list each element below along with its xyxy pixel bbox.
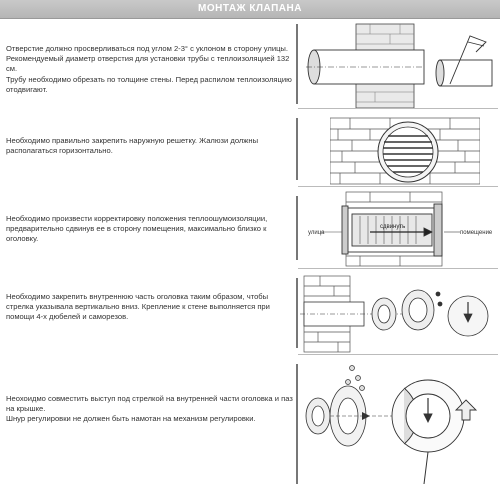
step-1-divider bbox=[296, 24, 298, 104]
section-title: МОНТАЖ КЛАПАНА bbox=[198, 3, 302, 14]
step-2-illustration bbox=[330, 116, 480, 186]
pipe-section-drawing bbox=[342, 204, 442, 256]
grille-drawing bbox=[378, 122, 438, 182]
step-3-text bbox=[6, 214, 296, 245]
step-5-line-2: Шнур регулировки не должен быть намотан на механизм регулировки. bbox=[6, 414, 256, 424]
step-5-line-1: Неохоидмо совместить выступ под стрелкой на внутренней части оголовка и паз на крышке. bbox=[6, 394, 293, 414]
step-4 bbox=[0, 270, 500, 356]
step-1-line-3: Трубу необходимо обрезать по толщине стены. Перед распилом теплоизоляцию отодвигают. bbox=[6, 74, 292, 94]
step-2-line-1: Необходимо правильно закрепить наружную решетку. Жалюзи должны располагаться горизонтально. bbox=[6, 136, 259, 156]
step-5-illustration bbox=[300, 358, 498, 488]
label-room: помещение bbox=[460, 230, 493, 236]
step-4-illustration bbox=[300, 274, 498, 354]
step-1-line-1: Отверстие должно просверливаться под углом 2-3° с уклоном в сторону улицы. bbox=[6, 44, 288, 53]
step-2-text bbox=[6, 136, 296, 156]
step-4-line-1: Необходимо закрепить внутреннюю часть оголовка таким образом, чтобы стрелка указывала вертикально вниз. Крепление к стене выполняется при помощи 4-х дюбелей и саморезов. bbox=[6, 292, 270, 322]
step-3 bbox=[0, 188, 500, 270]
separator bbox=[298, 186, 498, 187]
section-header bbox=[0, 0, 500, 19]
cap-drawing bbox=[448, 296, 488, 336]
cap-drawing bbox=[392, 380, 464, 484]
step-1 bbox=[0, 18, 500, 113]
step-3-illustration bbox=[300, 190, 498, 268]
step-5-divider bbox=[296, 364, 298, 484]
step-2-divider bbox=[296, 118, 298, 180]
label-shift: сдвинуть bbox=[380, 224, 406, 230]
saw-drawing bbox=[436, 36, 492, 86]
step-1-text bbox=[6, 44, 296, 95]
pipe-drawing bbox=[300, 302, 418, 326]
valve-head-drawing bbox=[372, 290, 442, 330]
step-2 bbox=[0, 110, 500, 190]
step-4-divider bbox=[296, 278, 298, 348]
step-5-text bbox=[6, 394, 296, 425]
step-1-line-2: Рекомендуемый диаметр отверстия для установки трубы с теплоизоляцией 132 см. bbox=[6, 54, 290, 74]
step-5 bbox=[0, 356, 500, 496]
step-1-illustration bbox=[300, 22, 498, 110]
separator bbox=[298, 268, 498, 269]
separator bbox=[298, 108, 498, 109]
separator bbox=[298, 354, 498, 355]
step-3-divider bbox=[296, 196, 298, 260]
label-street: улица bbox=[308, 230, 325, 236]
step-4-text bbox=[6, 292, 296, 323]
step-3-line-1: Необходимо произвести корректировку положения теплоошумоизоляции, предварительно сдвинув ее в сторону помещения, максимально близко к оголовку. bbox=[6, 214, 268, 244]
